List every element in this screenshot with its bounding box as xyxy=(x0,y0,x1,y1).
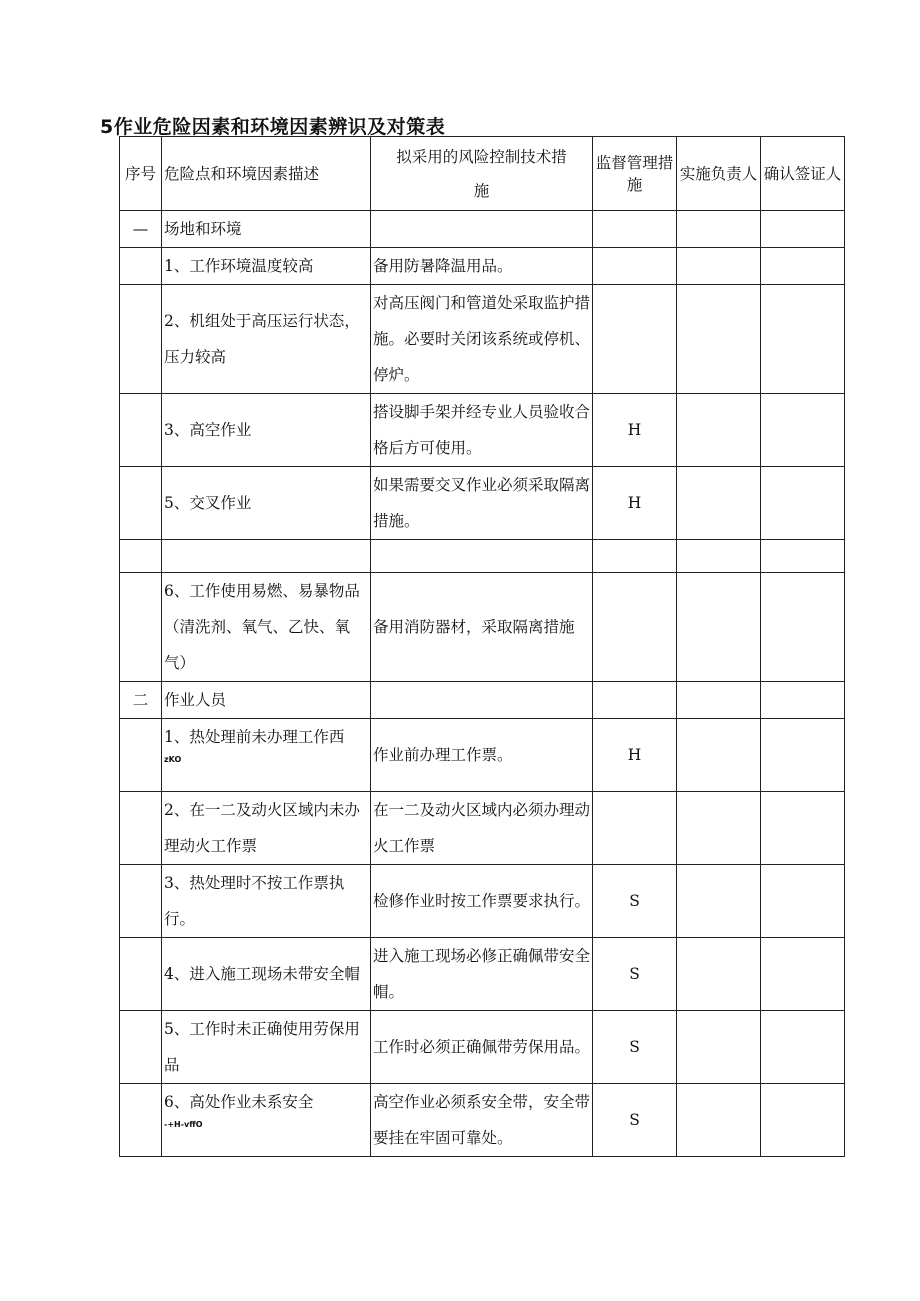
header-measures xyxy=(371,137,593,211)
row-no xyxy=(120,248,162,285)
row-measure: 检修作业时按工作票要求执行。 xyxy=(371,865,593,938)
header-measures-line1: 拟采用的风险控制技术措 xyxy=(396,147,567,166)
row-description xyxy=(162,1084,371,1157)
row-description: 5、工作时未正确使用劳保用品 xyxy=(162,1011,371,1084)
row-description-text: 6、高处作业未系安全 xyxy=(164,1093,314,1111)
header-supervision: 监督管理措施 xyxy=(593,137,677,211)
table-row xyxy=(120,573,845,682)
table-row xyxy=(120,467,845,540)
header-no: 序号 xyxy=(120,137,162,211)
row-level: H xyxy=(593,719,677,792)
row-measure: 对高压阀门和管道处采取监护措施。必要时关闭该系统或停机、停炉。 xyxy=(371,285,593,394)
row-level: H xyxy=(593,394,677,467)
row-measure: 高空作业必须系安全带，安全带要挂在牢固可靠处。 xyxy=(371,1084,593,1157)
section-title: 场地和环境 xyxy=(162,211,371,248)
row-description: 3、热处理时不按工作票执行。 xyxy=(162,865,371,938)
table-row xyxy=(120,792,845,865)
section-no: — xyxy=(120,211,162,248)
row-description xyxy=(162,540,371,573)
row-no xyxy=(120,394,162,467)
section-row xyxy=(120,211,845,248)
table-row xyxy=(120,865,845,938)
row-measure xyxy=(371,540,593,573)
table-row xyxy=(120,719,845,792)
row-no xyxy=(120,285,162,394)
row-measure: 工作时必须正确佩带劳保用品。 xyxy=(371,1011,593,1084)
row-description: 1、工作环境温度较高 xyxy=(162,248,371,285)
row-level xyxy=(593,792,677,865)
table-row xyxy=(120,285,845,394)
row-level xyxy=(593,285,677,394)
table-header-row xyxy=(120,137,845,211)
row-description xyxy=(162,719,371,792)
row-description: 2、在一二及动火区域内未办理动火工作票 xyxy=(162,792,371,865)
row-measure: 在一二及动火区域内必须办理动火工作票 xyxy=(371,792,593,865)
section-no: 二 xyxy=(120,682,162,719)
row-measure: 如果需要交叉作业必须采取隔离措施。 xyxy=(371,467,593,540)
table-row xyxy=(120,1084,845,1157)
row-description: 3、高空作业 xyxy=(162,394,371,467)
risk-table xyxy=(119,136,845,1157)
document-title: 5作业危险因素和环境因素辨识及对策表 xyxy=(100,116,446,138)
row-note: -+H-vffO xyxy=(164,1120,203,1129)
row-measure: 搭设脚手架并经专业人员验收合格后方可使用。 xyxy=(371,394,593,467)
table-row-empty xyxy=(120,540,845,573)
row-measure: 备用消防器材，采取隔离措施 xyxy=(371,573,593,682)
header-measures-line2: 施 xyxy=(473,181,490,200)
row-level xyxy=(593,540,677,573)
header-description: 危险点和环境因素描述 xyxy=(162,137,371,211)
row-level xyxy=(593,248,677,285)
section-row xyxy=(120,682,845,719)
row-level: S xyxy=(593,1084,677,1157)
row-description-text: 1、热处理前未办理工作西 xyxy=(164,728,345,746)
table-row xyxy=(120,938,845,1011)
row-level: S xyxy=(593,938,677,1011)
row-description: 5、交叉作业 xyxy=(162,467,371,540)
row-level: S xyxy=(593,865,677,938)
header-confirm: 确认签证人 xyxy=(761,137,845,211)
table-row xyxy=(120,394,845,467)
section-title: 作业人员 xyxy=(162,682,371,719)
row-measure: 备用防暑降温用品。 xyxy=(371,248,593,285)
row-no xyxy=(120,573,162,682)
header-responsible: 实施负责人 xyxy=(677,137,761,211)
table-row xyxy=(120,1011,845,1084)
row-measure: 进入施工现场必修正确佩带安全帽。 xyxy=(371,938,593,1011)
row-description: 2、机组处于高压运行状态，压力较高 xyxy=(162,285,371,394)
row-level xyxy=(593,573,677,682)
row-measure: 作业前办理工作票。 xyxy=(371,719,593,792)
row-no xyxy=(120,467,162,540)
table-row xyxy=(120,248,845,285)
row-level: S xyxy=(593,1011,677,1084)
row-description: 4、进入施工现场未带安全帽 xyxy=(162,938,371,1011)
row-note: zKO xyxy=(164,755,182,764)
row-no xyxy=(120,540,162,573)
row-description: 6、工作使用易燃、易暴物品（清洗剂、氧气、乙快、氧气） xyxy=(162,573,371,682)
row-level: H xyxy=(593,467,677,540)
